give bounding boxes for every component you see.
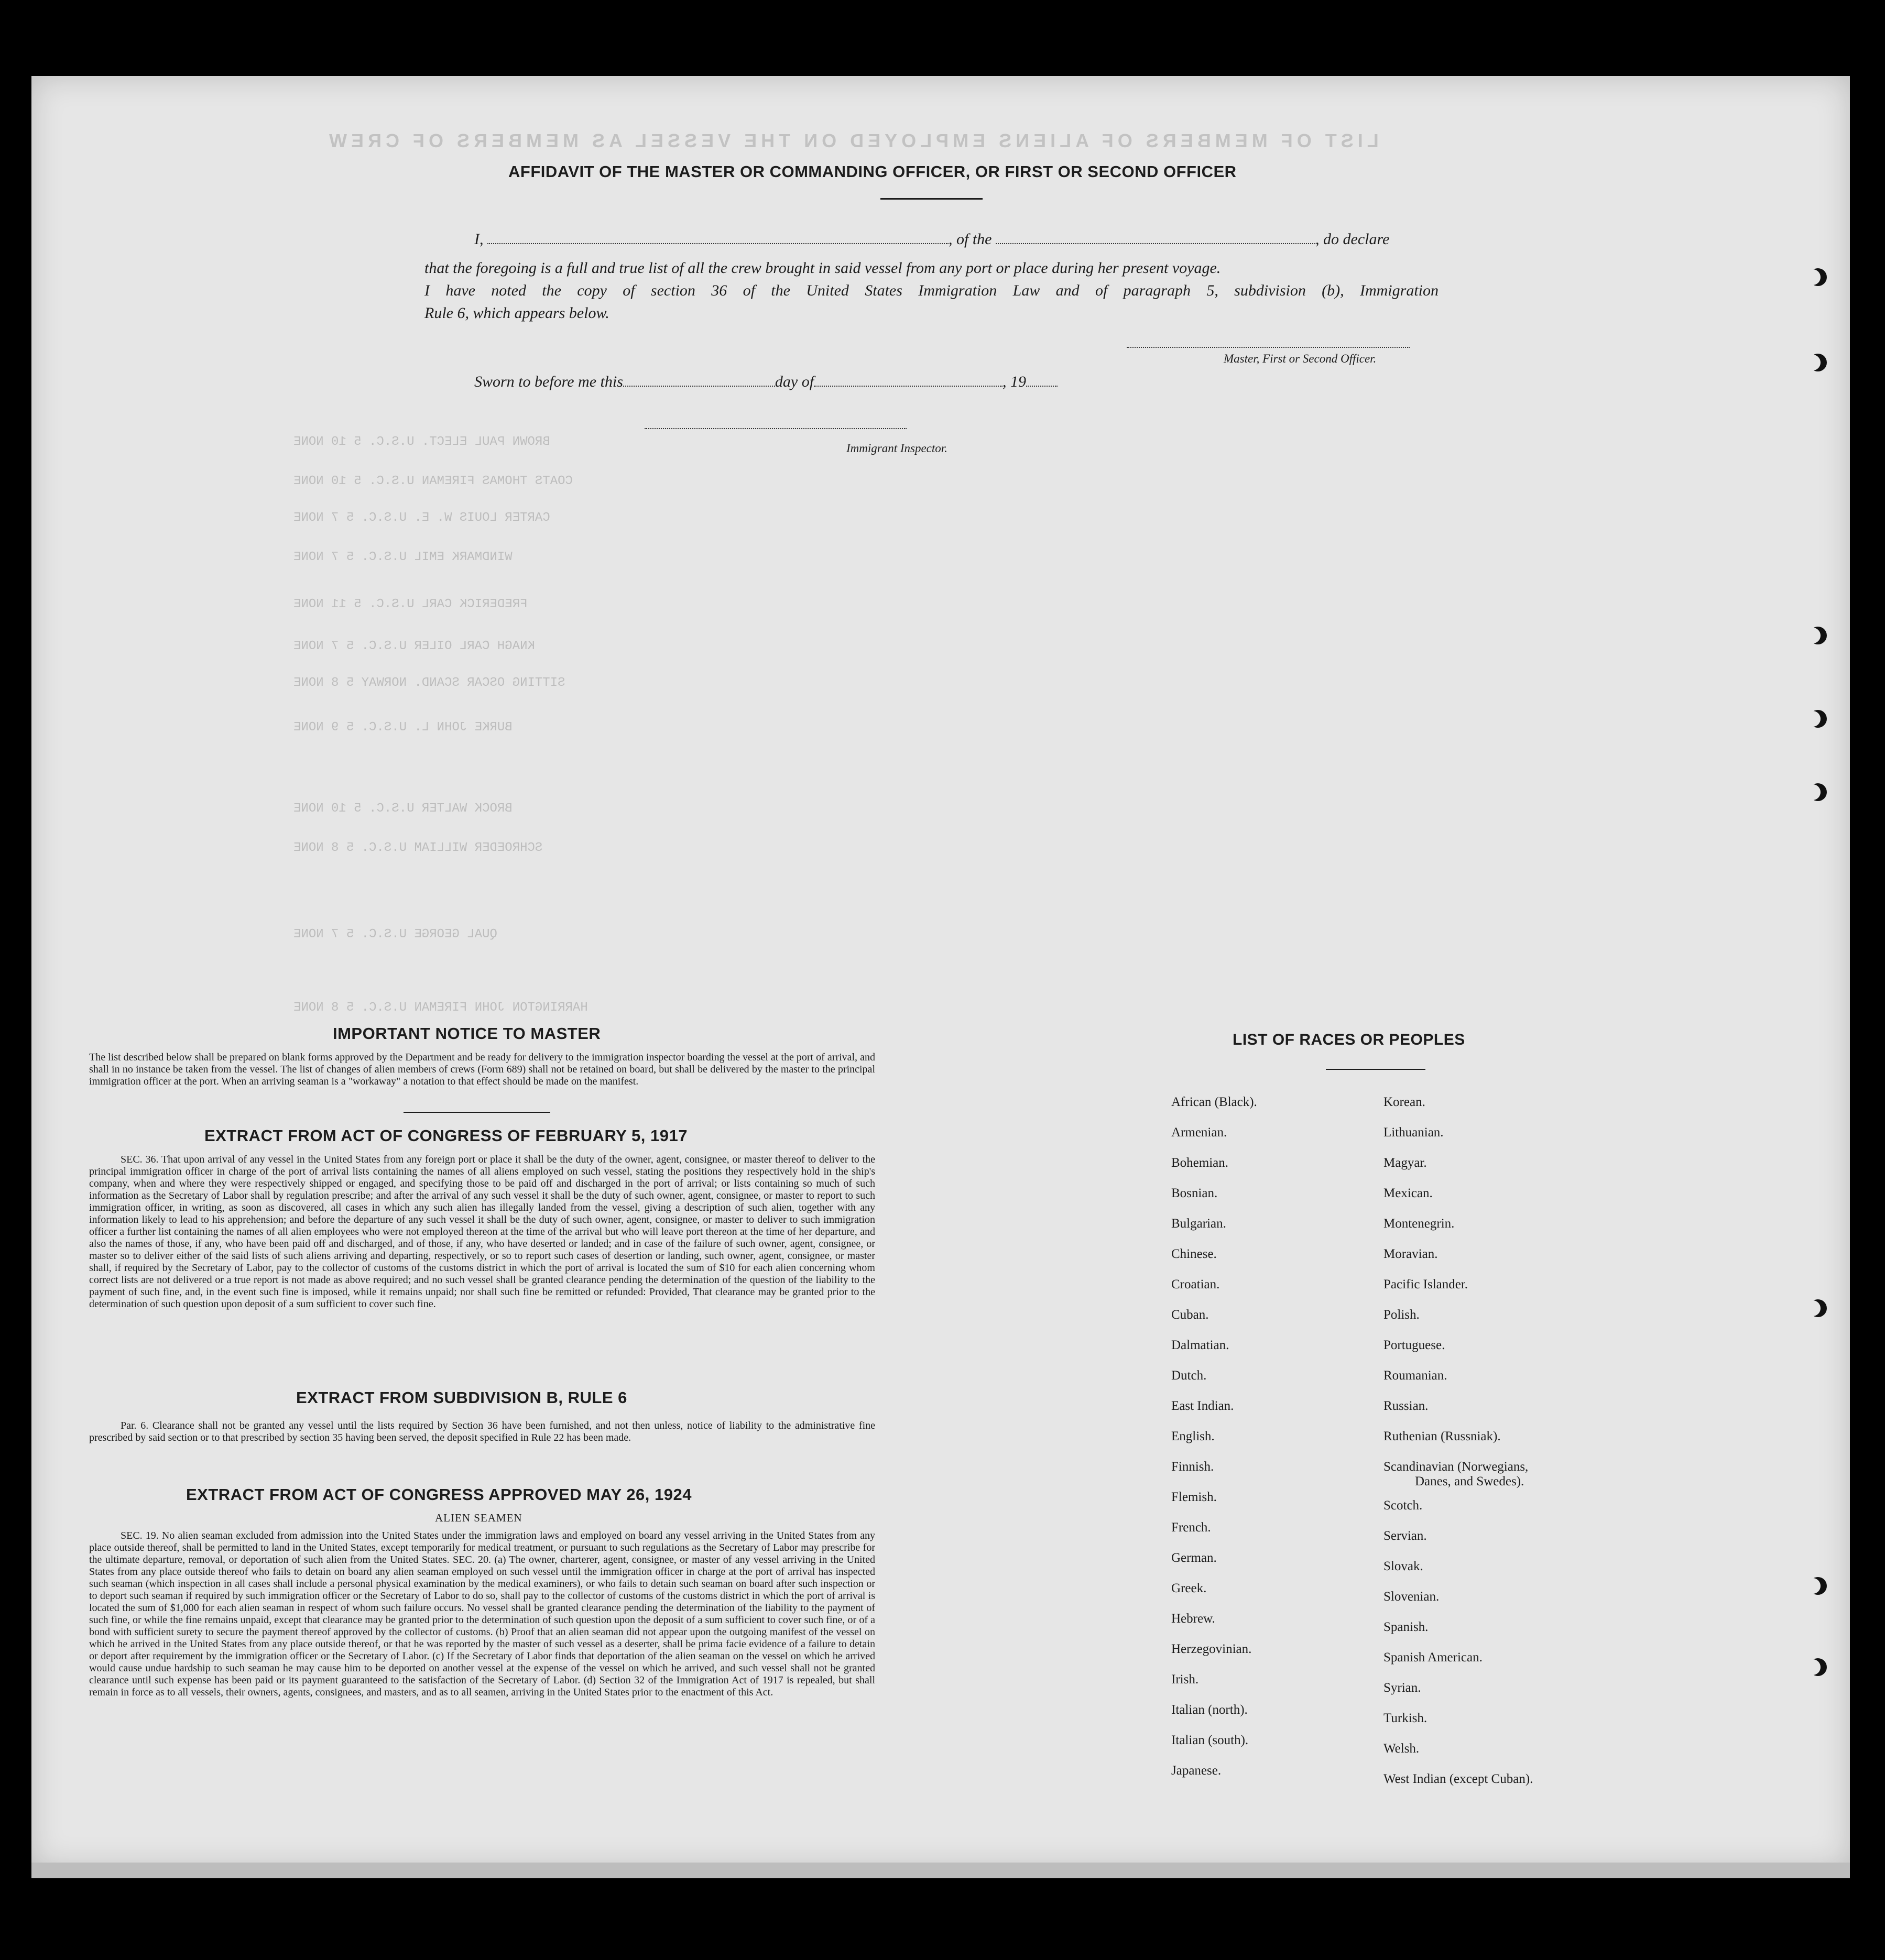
race-item: Russian. <box>1383 1399 1429 1413</box>
title-divider <box>880 198 983 200</box>
race-item: West Indian (except Cuban). <box>1383 1772 1533 1786</box>
master-label: Master, First or Second Officer. <box>1224 352 1377 365</box>
race-item: Servian. <box>1383 1529 1427 1543</box>
race-item: English. <box>1171 1429 1215 1443</box>
punch-hole-icon <box>1809 354 1827 371</box>
race-item: Italian (south). <box>1171 1733 1249 1747</box>
race-item: Greek. <box>1171 1581 1207 1595</box>
inspector-signature-line[interactable] <box>645 417 907 429</box>
race-item: Korean. <box>1383 1095 1425 1109</box>
bleed-row: KNAGH CARL OILER U.S.C. 5 7 NONE <box>293 639 535 653</box>
year-prefix-label: , 19 <box>1003 373 1027 390</box>
race-item: Portuguese. <box>1383 1338 1445 1352</box>
race-item: Japanese. <box>1171 1764 1222 1778</box>
sheet-bottom-edge <box>31 1863 1850 1878</box>
affidavit-title: AFFIDAVIT OF THE MASTER OR COMMANDING OFFICER, OR FIRST OR SECOND OFFICER <box>508 162 1237 181</box>
race-item: Armenian. <box>1171 1125 1227 1140</box>
extract-rule6-text: Par. 6. Clearance shall not be granted any vessel until the lists required by Section 36 have been furnished, and not then unless, notice of liability to the administrative fine prescribed by said section or to that prescribed by section 35 having been served, the deposit specified in Rule 22 has been made. <box>89 1420 875 1443</box>
race-item: Lithuanian. <box>1383 1125 1444 1140</box>
race-item: Bohemian. <box>1171 1156 1229 1170</box>
punch-hole-icon <box>1809 1299 1827 1317</box>
bleed-row: SITTING OSCAR SCAND. NORWAY 5 8 NONE <box>293 676 565 690</box>
race-item: Cuban. <box>1171 1308 1209 1322</box>
race-item: German. <box>1171 1551 1217 1565</box>
bleed-row: WINDMARK EMIL U.S.C. 5 7 NONE <box>293 550 513 564</box>
race-item: African (Black). <box>1171 1095 1257 1109</box>
sworn-year-field[interactable] <box>1026 374 1058 387</box>
punch-hole-icon <box>1809 627 1827 644</box>
punch-hole-icon <box>1809 1577 1827 1595</box>
day-of-label: day of <box>775 373 814 390</box>
race-item: Roumanian. <box>1383 1368 1447 1383</box>
race-item: Slovak. <box>1383 1559 1423 1573</box>
race-item: Bulgarian. <box>1171 1217 1226 1231</box>
race-item: Mexican. <box>1383 1186 1433 1200</box>
race-item: Italian (north). <box>1171 1703 1248 1717</box>
extract-1924-title: EXTRACT FROM ACT OF CONGRESS APPROVED MAY 26, 1924 <box>186 1485 692 1504</box>
bleed-row: BROWN PAUL ELECT. U.S.C. 5 10 NONE <box>293 435 550 449</box>
affidavit-line-3: I have noted the copy of section 36 of the United States Immigration Law and of paragraph 5, subdivision (b), Immigration <box>424 282 1439 299</box>
races-divider <box>1326 1069 1425 1070</box>
race-item: Danes, and Swedes). <box>1415 1474 1524 1488</box>
race-item: Croatian. <box>1171 1277 1220 1291</box>
race-item: Turkish. <box>1383 1711 1428 1725</box>
races-title: LIST OF RACES OR PEOPLES <box>1233 1031 1465 1048</box>
affidavit-declare-label: , do declare <box>1315 231 1390 248</box>
bleed-row: HARRINGTON JOHN FIREMAN U.S.C. 5 8 NONE <box>293 1001 588 1015</box>
race-item: Finnish. <box>1171 1460 1214 1474</box>
bleed-row: BROCK WALTER U.S.C. 5 10 NONE <box>293 802 513 816</box>
bleed-through-header: LIST OF MEMBERS OF ALIENS EMPLOYED ON THE VESSEL AS MEMBERS OF CREW <box>325 130 1379 151</box>
sworn-line <box>474 373 1058 391</box>
race-item: East Indian. <box>1171 1399 1234 1413</box>
affidavit-statement <box>424 257 1439 324</box>
extract-rule6-title: EXTRACT FROM SUBDIVISION B, RULE 6 <box>296 1388 627 1407</box>
master-signature-line[interactable] <box>1127 335 1410 348</box>
punch-hole-icon <box>1809 1658 1827 1676</box>
inspector-label: Immigrant Inspector. <box>846 442 947 455</box>
bleed-row: BURKE JOHN L. U.S.C. 5 9 NONE <box>293 720 513 735</box>
sworn-day-field[interactable] <box>623 374 775 387</box>
affidavit-of-label: , of the <box>949 231 992 248</box>
vessel-blank-field[interactable] <box>996 232 1315 244</box>
race-item: Bosnian. <box>1171 1186 1218 1200</box>
extract-1917-title: EXTRACT FROM ACT OF CONGRESS OF FEBRUARY 5, 1917 <box>204 1126 688 1145</box>
race-item: Dalmatian. <box>1171 1338 1229 1352</box>
race-item: Spanish. <box>1383 1620 1429 1634</box>
race-item: Dutch. <box>1171 1368 1207 1383</box>
bleed-row: COATS THOMAS FIREMAN U.S.C. 5 10 NONE <box>293 474 573 488</box>
race-item: French. <box>1171 1520 1211 1535</box>
race-item: Hebrew. <box>1171 1612 1215 1626</box>
section-divider <box>404 1112 550 1113</box>
race-item: Pacific Islander. <box>1383 1277 1468 1291</box>
extract-1924-text: SEC. 19. No alien seaman excluded from admission into the United States under the immigration laws and employed on board any vessel arriving in the United States from any place outside thereof, shall be permitted to land in the United States, except temporarily for medical treatment, or pursuant to such regulations as the Secretary of Labor may prescribe for the ultimate departure, removal, or deportation of such alien from the United States. SEC. 20. (a) The owner, charterer, agent, consignee, or master of any vessel arriving in the United States from any place outside thereof who fails to detain on board any alien seaman employed on such vessel until the immigration officer in charge at the port of arrival has inspected such seaman (which inspection in all cases shall include a personal physical examination by the medical examiners), or who fails to detain such seaman on board after such inspection or to deport such seaman if required by such immigration officer or the Secretary of Labor to do so, shall pay to the collector of customs of the customs district in which the port of arrival is located the sum of $1,000 for each alien seaman in respect of whom such failure occurs. No vessel shall be granted clearance pending the determination of the liability to the payment of such fine, or while the fine remains unpaid, except that clearance may be granted prior to the determination of such question upon the deposit of a sum sufficient to cover such fine, or of a bond with sufficient surety to secure the payment thereof approved by the collector of customs. (b) Proof that an alien seaman did not appear upon the outgoing manifest of the vessel on which he arrived in the United States from any place outside thereof, or that he was reported by the master of such vessel as a deserter, shall be prima facie evidence of a failure to detain or deport after requirement by the immigration officer or the Secretary of Labor. (c) If the Secretary of Labor finds that deportation of the alien seaman on the vessel on which he arrived would cause undue hardship to such seaman he may cause him to be deported on another vessel at the expense of the vessel on which he arrived, and such vessel shall not be granted clearance until such expense has been paid or its payment guaranteed to the satisfaction of the Secretary of Labor. (d) Section 32 of the Immigration Act of 1917 is repealed, but shall remain in force as to all vessels, their owners, agents, consignees, and masters, and as to all seamen, arriving in the United States prior to the enactment of this Act. <box>89 1530 875 1698</box>
races-column-1 <box>1171 1095 1391 1794</box>
punch-hole-icon <box>1809 268 1827 286</box>
race-item: Irish. <box>1171 1672 1199 1687</box>
sworn-label: Sworn to before me this <box>474 373 623 390</box>
race-item: Moravian. <box>1383 1247 1438 1261</box>
sworn-month-field[interactable] <box>814 374 1003 387</box>
race-item: Ruthenian (Russniak). <box>1383 1429 1501 1443</box>
alien-seamen-subtitle: ALIEN SEAMEN <box>435 1512 522 1524</box>
affidavit-line-4: Rule 6, which appears below. <box>424 304 609 322</box>
race-item: Polish. <box>1383 1308 1420 1322</box>
race-item: Slovenian. <box>1383 1590 1440 1604</box>
extract-1917-text: SEC. 36. That upon arrival of any vessel in the United States from any foreign port or place it shall be the duty of the owner, agent, consignee, or master thereof to deliver to the principal immigration officer in charge of the port of arrival lists containing the names of all aliens employed on such vessel, stating the positions they respectively hold in the ship's company, when and where they were respectively shipped or engaged, and specifying those to be paid off and discharged in the port of arrival; or lists containing so much of such information as the Secretary of Labor shall by regulation prescribe; and after the arrival of any such vessel it shall be the duty of such owner, agent, consignee, or master to report to such immigration officer, in writing, as soon as discovered, all cases in which any such alien has illegally landed from the vessel, giving a description of such alien, together with any information likely to lead to his apprehension; and before the departure of any such vessel it shall be the duty of such owner, agent, consignee, or master to deliver to such immigration officer a further list containing the names of all alien employees who were not employed thereon at the time of the arrival but who will leave port thereon at the time of her departure, and also the names of those, if any, who have been paid off and discharged, and of those, if any, who have deserted or landed; and in case of the failure of such owner, agent, consignee, or master so to deliver either of the said lists of such aliens arriving and departing, respectively, or so to report such cases of desertion or landing, such owner, agent, consignee, or master shall, if required by the Secretary of Labor, pay to the collector of customs of the customs district in which the port of arrival is located the sum of $10 for each alien concerning whom correct lists are not delivered or a true report is not made as above required; and no such vessel shall be granted clearance pending the determination of the question of the liability to the payment of such fine, and, in the event such fine is imposed, while it remains unpaid; nor shall such fine be remitted or refunded: Provided, That clearance may be granted prior to the determination of such question upon deposit of a sum sufficient to cover such fine. <box>89 1154 875 1310</box>
race-item: Scotch. <box>1383 1498 1423 1513</box>
race-item: Magyar. <box>1383 1156 1427 1170</box>
race-item: Syrian. <box>1383 1681 1421 1695</box>
affidavit-i-label: I, <box>474 231 484 248</box>
notice-text: The list described below shall be prepared on blank forms approved by the Department and be ready for delivery to the immigration inspector boarding the vessel at the port of arrival, and shall in no instance be taken from the vessel. The list of changes of alien members of crews (Form 689) shall not be retained on board, but shall be delivered by the master to the principal immigration officer at the port. When an arriving seaman is a "workaway" a notation to that effect should be made on the manifest. <box>89 1052 875 1087</box>
race-item: Welsh. <box>1383 1742 1420 1756</box>
punch-hole-icon <box>1809 710 1827 728</box>
bleed-row: CARTER LOUIS W. E. U.S.C. 5 7 NONE <box>293 511 550 525</box>
punch-hole-icon <box>1809 783 1827 801</box>
notice-title: IMPORTANT NOTICE TO MASTER <box>333 1024 601 1043</box>
affidavit-line-1 <box>474 231 1389 248</box>
bleed-row: SCHROEDER WILLIAM U.S.C. 5 8 NONE <box>293 841 543 855</box>
race-item: Flemish. <box>1171 1490 1217 1504</box>
bleed-row: QUAL GEORGE U.S.C. 5 7 NONE <box>293 927 497 941</box>
race-item: Spanish American. <box>1383 1650 1483 1665</box>
race-item: Montenegrin. <box>1383 1217 1455 1231</box>
races-column-2 <box>1383 1095 1666 1802</box>
race-item: Chinese. <box>1171 1247 1217 1261</box>
race-item: Scandinavian (Norwegians, <box>1383 1460 1529 1474</box>
race-item: Herzegovinian. <box>1171 1642 1252 1656</box>
bleed-row: FREDERICK CARL U.S.C. 5 11 NONE <box>293 597 528 611</box>
affidavit-line-2: that the foregoing is a full and true list of all the crew brought in said vessel from any port or place during her present voyage. <box>424 259 1221 277</box>
name-blank-field[interactable] <box>487 232 949 244</box>
